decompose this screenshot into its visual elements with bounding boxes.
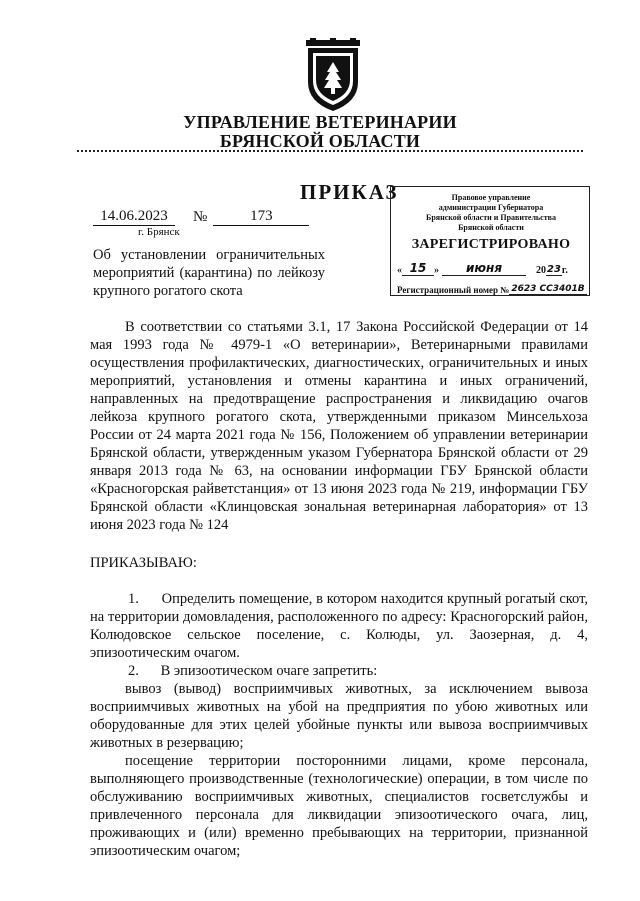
order-number: 173	[213, 208, 309, 226]
order-subject: Об установлении ограничительных мероприятий (карантина) по лейкозу крупного рогатого скота	[93, 247, 325, 299]
stamp-year-suffix: 23	[547, 264, 561, 275]
order-date: 14.06.2023	[93, 208, 175, 226]
registration-stamp	[390, 186, 590, 296]
item-2-sub-2: посещение территории посторонними лицами, кроме персонала, выполняющего производственные (технологические) операции, в том числе по обслуживанию восприимчивых животных, специалистов госветслужбы и привлеченного персонала для ликвидации эпизоотического очага, лиц, проживающих и (или) временно пребывающих на территории, признанной эпизоотическим очагом;	[90, 753, 588, 859]
stamp-reg-line	[397, 284, 585, 295]
prikazyvayu: ПРИКАЗЫВАЮ:	[90, 555, 197, 571]
item-1: 1. Определить помещение, в котором находится крупный рогатый скот, на территории домовладения, расположенного по адресу: Красногорский район, Колюдовское сельское поселение, с. Колюды, ул. Заозерная, д. 4, эпизоотическим очагом.	[90, 591, 592, 661]
order-body	[90, 318, 592, 860]
order-date-number	[93, 208, 309, 226]
header-divider	[77, 150, 583, 152]
document-title: ПРИКАЗ	[300, 180, 399, 204]
stamp-line-3: Брянской области и Правительства	[426, 213, 556, 222]
stamp-line-1: Правовое управление	[451, 193, 531, 202]
stamp-reg-label: Регистрационный номер №	[397, 285, 510, 295]
coat-of-arms-icon	[302, 38, 364, 114]
item-2-sub-1: вывоз (вывод) восприимчивых животных, за исключением вывоза восприимчивых животных на убой на предприятия по убою животных или оборудованные для этих целей убойные пункты или вывоза восприимчивых животных в резервацию;	[90, 681, 588, 751]
stamp-reg-number: 2623 СС3401В	[511, 284, 585, 294]
stamp-year-unit: г.	[561, 265, 568, 276]
stamp-date-line: « 15 » июня 20 23 г.	[397, 261, 568, 276]
organization-name-line1: УПРАВЛЕНИЕ ВЕТЕРИНАРИИ	[183, 112, 457, 132]
item-2: 2. В эпизоотическом очаге запретить:	[128, 663, 378, 679]
stamp-day: 15	[402, 261, 434, 276]
stamp-registered: ЗАРЕГИСТРИРОВАНО	[411, 237, 571, 252]
stamp-line-4: Брянской области	[458, 223, 524, 232]
organization-name-line2: БРЯНСКОЙ ОБЛАСТИ	[219, 131, 421, 151]
stamp-year-prefix: 20	[536, 265, 546, 276]
stamp-line-2: администрации Губернатора	[438, 203, 544, 212]
stamp-month: июня	[442, 261, 526, 276]
intro-paragraph: В соответствии со статьями 3.1, 17 Закона Российской Федерации от 14 мая 1993 года № 4979-1 «О ветеринарии», Ветеринарными правилами осуществления профилактических, диагностических, ограничительных и иных мероприятий, установления и отмены карантина и иных ограничений, направленных на предотвращение распространения и ликвидацию очагов лейкоза крупного рогатого скота, утвержденными приказом Минсельхоза России от 24 марта 2021 года № 156, Положением об управлении ветеринарии Брянской области, утвержденным указом Губернатора Брянской области от 29 января 2013 года № 63, на основании информации ГБУ Брянской области «Красногорская райветстанция» от 13 июня 2023 года № 219, информации ГБУ Брянской области «Клинцовская зональная ветеринарная лаборатория» от 13 июня 2023 года № 124	[90, 319, 588, 533]
number-sign: №	[193, 209, 208, 225]
order-city: г. Брянск	[138, 226, 180, 238]
